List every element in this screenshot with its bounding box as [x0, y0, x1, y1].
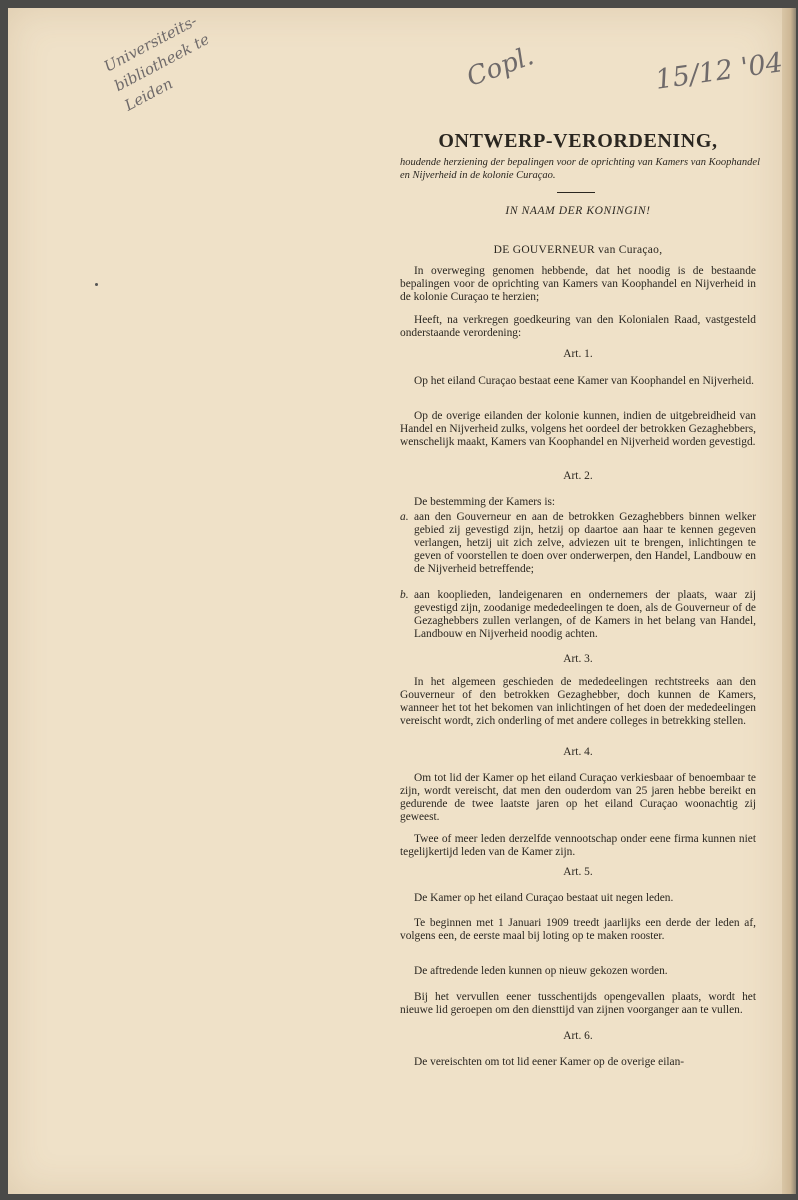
ink-speck	[95, 283, 98, 286]
article-2-item-a	[400, 511, 756, 576]
article-1-paragraph-2: Op de overige eilanden der kolonie kunnen, indien de uitgebreidheid van Handel en Nijverheid zulks, volgens het oordeel der betrokken Gezaghebbers, wenschelijk maakt, Kamers van Koophandel en Nijverheid worden gevestigd.	[400, 410, 756, 448]
handwritten-date: 15/12 '04	[653, 47, 785, 96]
item-text: aan den Gouverneur en aan de betrokken Gezaghebbers binnen welker gebied zij gevestigd zijn, hetzij op daartoe aan haar te kennen gegeven verlangen, hetzij uit zich zelve, adviezen uit te brengen, inlichtingen te geven of voorstellen te doen over onderwerpen, den Handel, Landbouw en de Nijverheid betreffende;	[414, 511, 756, 575]
article-4-paragraph-2: Twee of meer leden derzelfde vennootschap onder eene firma kunnen niet tegelijkertijd leden van de Kamer zijn.	[400, 833, 756, 858]
handwritten-library-note: Universiteits-bibliotheek te Leiden	[100, 11, 213, 115]
article-1-paragraph: Op het eiland Curaçao bestaat eene Kamer van Koophandel en Nijverheid.	[414, 375, 755, 387]
article-5-paragraph-4: Bij het vervullen eener tusschentijds opengevallen plaats, wordt het nieuwe lid geroepen om den diensttijd van zijnen voorganger aan te vullen.	[400, 991, 756, 1016]
intro-paragraph-2: Heeft, na verkregen goedkeuring van den Kolonialen Raad, vastgesteld onderstaande verordening:	[400, 314, 756, 339]
article-6-paragraph: De vereischten om tot lid eener Kamer op de overige eilan-	[414, 1056, 685, 1068]
document-title: ONTWERP-VERORDENING,	[438, 130, 718, 152]
article-5-heading: Art. 5.	[563, 866, 593, 878]
invocation: IN NAAM DER KONINGIN!	[505, 205, 651, 217]
item-marker: a.	[400, 511, 409, 523]
article-5-paragraph-3: De aftredende leden kunnen op nieuw gekozen worden.	[414, 965, 668, 977]
governor-heading: DE GOUVERNEUR van Curaçao,	[493, 244, 663, 256]
article-3-heading: Art. 3.	[563, 653, 593, 665]
article-4-paragraph: Om tot lid der Kamer op het eiland Curaçao verkiesbaar of benoembaar te zijn, wordt vereischt, dat men den ouderdom van 25 jaren hebbe bereikt en gedurende de twee laatste jaren op het eiland Curaçao woonachtig zij geweest.	[400, 772, 756, 823]
handwritten-copy-note: Copl.	[462, 41, 538, 93]
page-edge	[782, 8, 796, 1194]
document-subtitle: houdende herziening der bepalingen voor de oprichting van Kamers van Koophandel en Nijverheid in de kolonie Curaçao.	[400, 157, 760, 181]
item-marker: b.	[400, 589, 409, 601]
article-6-heading: Art. 6.	[563, 1030, 593, 1042]
article-5-paragraph: De Kamer op het eiland Curaçao bestaat uit negen leden.	[414, 892, 674, 904]
item-text: aan kooplieden, landeigenaren en ondernemers der plaats, waar zij gevestigd zijn, zoodanige mededeelingen te doen, als de Gouverneur of de Gezaghebbers zullen verlangen, of de Kamers in het belang van Handel, Landbouw en Nijverheid noodig achten.	[414, 589, 756, 640]
article-5-paragraph-2: Te beginnen met 1 Januari 1909 treedt jaarlijks een derde der leden af, volgens een, de eerste maal bij loting op te maken rooster.	[400, 917, 756, 942]
article-2-item-b	[400, 589, 756, 641]
article-1-heading: Art. 1.	[563, 348, 593, 360]
intro-paragraph: In overweging genomen hebbende, dat het noodig is de bestaande bepalingen voor de oprichting van Kamers van Koophandel en Nijverheid in de kolonie Curaçao te herzien;	[400, 265, 756, 303]
article-2-intro: De bestemming der Kamers is:	[414, 496, 556, 508]
article-2-heading: Art. 2.	[563, 470, 593, 482]
title-rule	[557, 192, 595, 193]
article-3-paragraph: In het algemeen geschieden de mededeelingen rechtstreeks aan den Gouverneur of den betrokken Gezaghebber, doch kunnen de Kamers, wanneer het tot het bekomen van inlichtingen of het doen der mededeelingen vereischt wordt, zich onderling of met andere colleges in betrekking stellen.	[400, 676, 756, 727]
article-4-heading: Art. 4.	[563, 746, 593, 758]
